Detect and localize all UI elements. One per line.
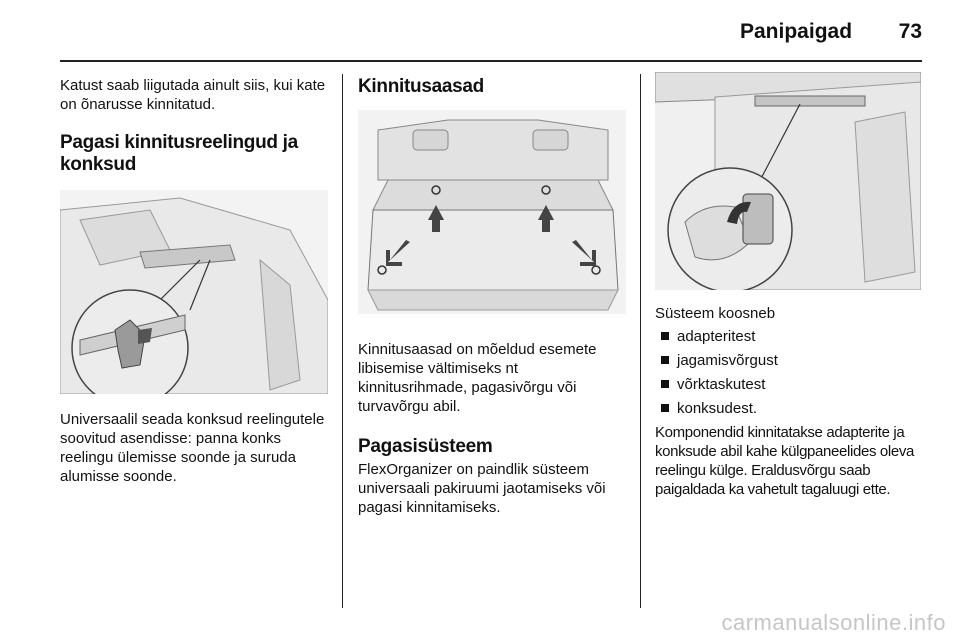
flexorganizer-illustration bbox=[655, 72, 921, 290]
column-2 bbox=[358, 76, 628, 517]
list-item: konksudest. bbox=[655, 397, 925, 421]
lashing-eyes-illustration bbox=[358, 110, 626, 314]
column-divider-2 bbox=[640, 74, 641, 608]
intro-paragraph: Katust saab liigutada ainult siis, kui kate on õnarusse kinnitatud. bbox=[60, 77, 326, 113]
system-components-list bbox=[655, 325, 925, 421]
lashing-eyes-text: Kinnitusaasad on mõeldud esemete libisemise vältimiseks nt kinnitusrihmade, pagasivõrgu või turvavõrgu abil. bbox=[358, 341, 597, 415]
rail-hook-drawing bbox=[60, 190, 328, 394]
column-1 bbox=[60, 76, 330, 486]
list-item: adapteritest bbox=[655, 325, 925, 349]
watermark-link[interactable]: carmanualsonline.info bbox=[721, 610, 946, 635]
column-divider-1 bbox=[342, 74, 343, 608]
square-bullet-icon bbox=[661, 404, 669, 412]
page-header-title: Panipaigad bbox=[740, 20, 853, 43]
rail-hook-caption: Universaalil seada konksud reelingutele soovitud asendisse: panna konks reelingu ülemisse soonde ja suruda alumisse soonde. bbox=[60, 411, 325, 485]
column-3 bbox=[655, 72, 925, 499]
square-bullet-icon bbox=[661, 356, 669, 364]
list-item: jagamisvõrgust bbox=[655, 349, 925, 373]
system-intro: Süsteem koosneb bbox=[655, 305, 776, 322]
section-heading-luggage-system: Pagasisüsteem bbox=[358, 436, 493, 457]
square-bullet-icon bbox=[661, 380, 669, 388]
list-item: võrktaskutest bbox=[655, 373, 925, 397]
square-bullet-icon bbox=[661, 332, 669, 340]
header-rule bbox=[60, 60, 922, 62]
flexorganizer-drawing bbox=[655, 72, 921, 290]
page-number: 73 bbox=[898, 20, 922, 43]
section-heading-lashing-eyes: Kinnitusaasad bbox=[358, 76, 484, 97]
components-text: Komponendid kinnitatakse adapterite ja konksude abil kahe külgpaneelides oleva reelingu külge. Eraldusvõrgu saab paigaldada ka vahetult tagaluugi ette. bbox=[655, 424, 915, 498]
section-heading-rails: Pagasi kinnitusreelingud ja konksud bbox=[60, 132, 298, 175]
rail-hook-illustration bbox=[60, 190, 328, 394]
luggage-system-text: FlexOrganizer on paindlik süsteem universaali pakiruumi jaotamiseks või pagasi kinnitamiseks. bbox=[358, 461, 606, 516]
lashing-eyes-drawing bbox=[358, 110, 626, 314]
